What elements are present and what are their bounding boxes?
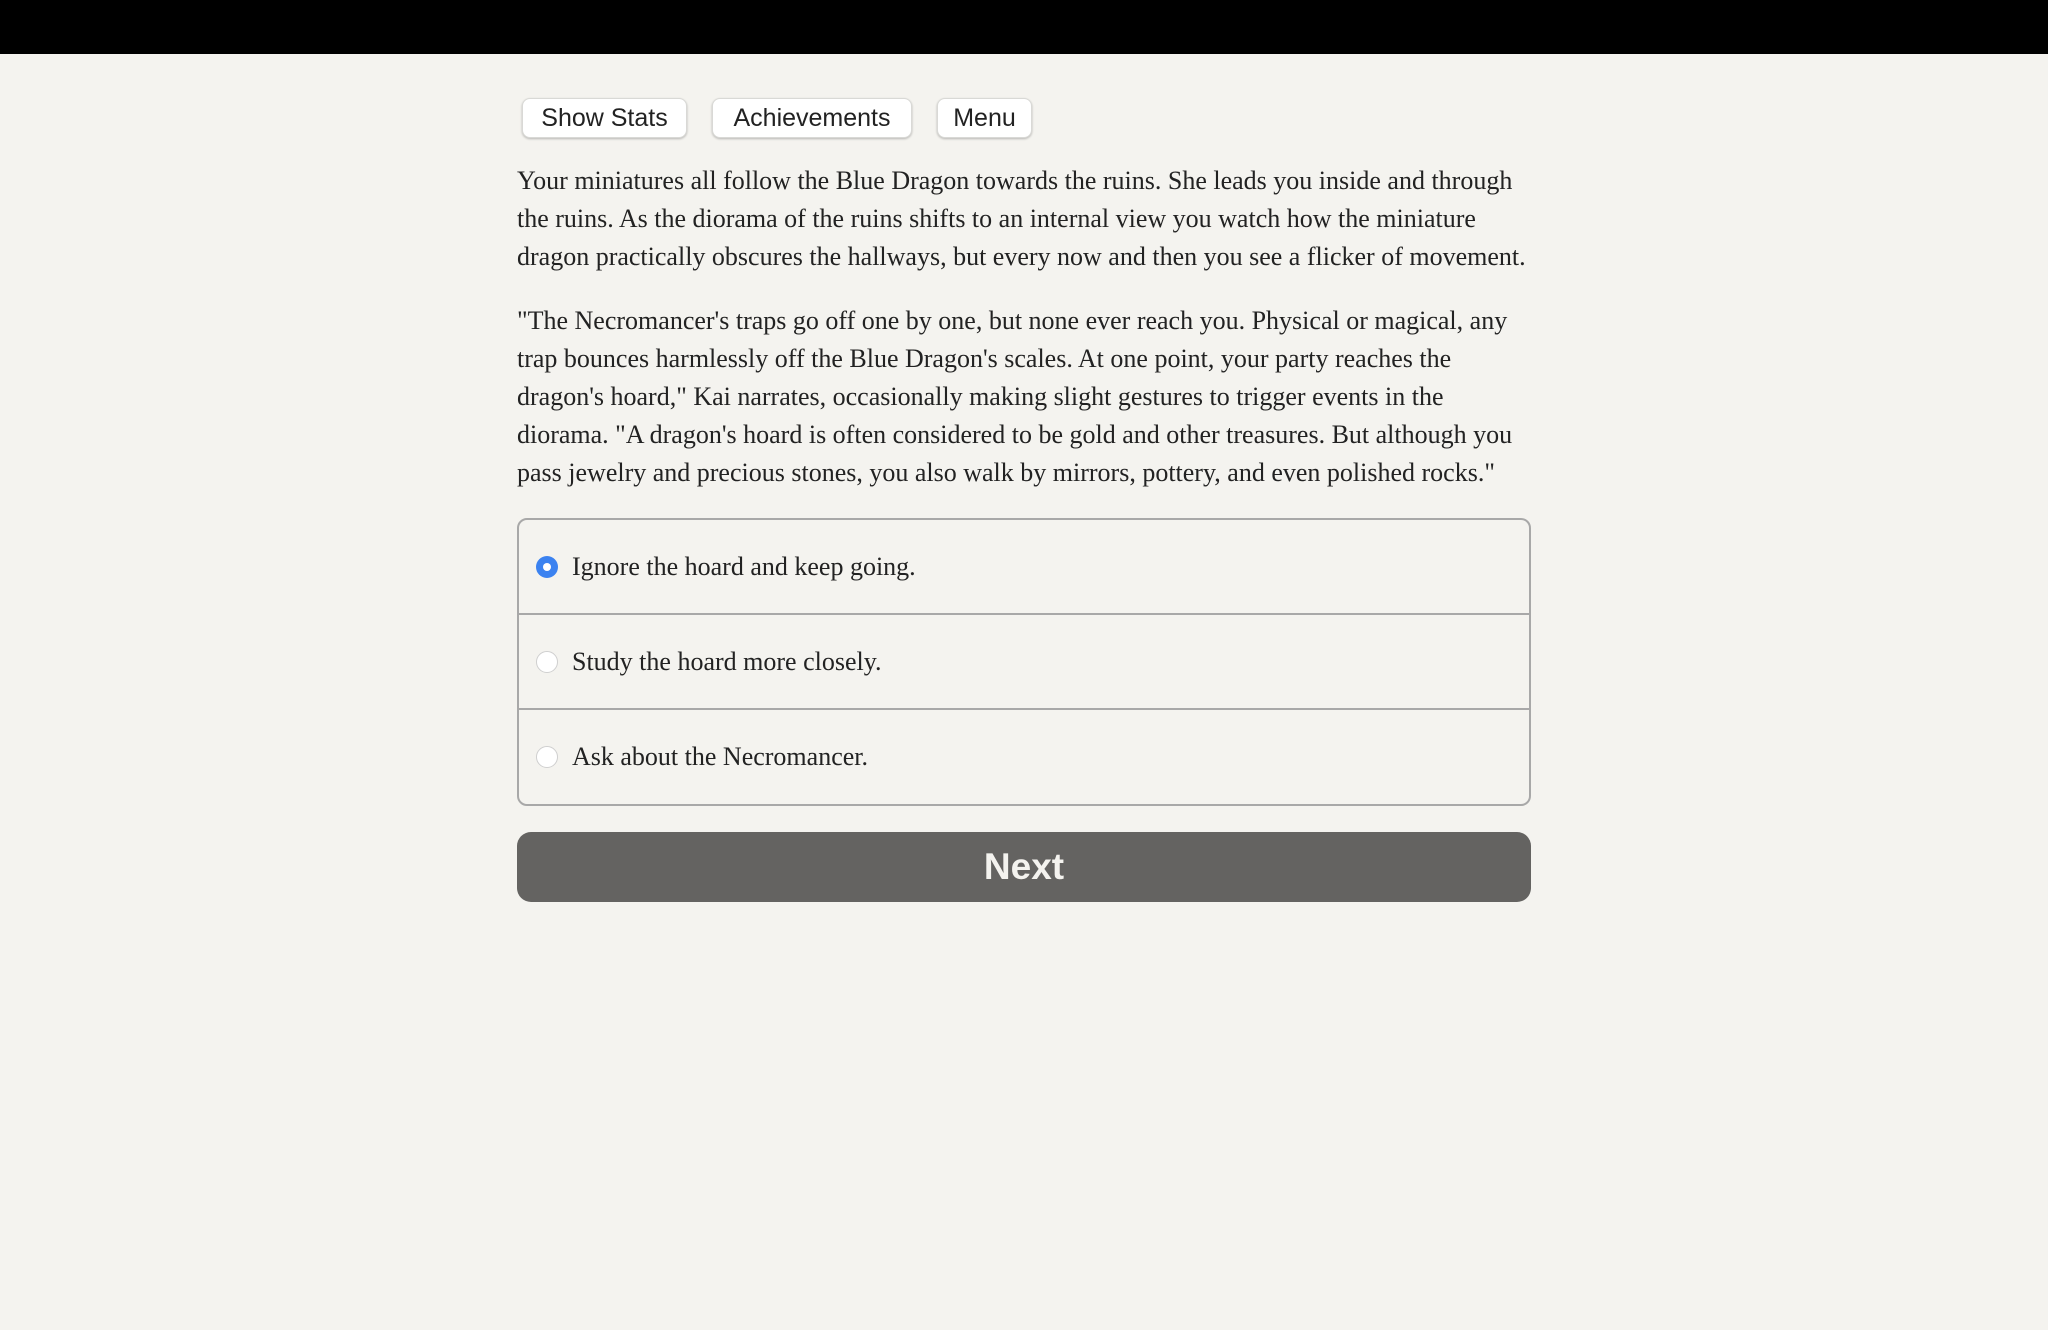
toolbar: [522, 98, 1531, 140]
story-paragraph: Your miniatures all follow the Blue Dragon towards the ruins. She leads you inside and through the ruins. As the diorama of the ruins shifts to an internal view you watch how the miniature dragon practically obscures the hallways, but every now and then you see a flicker of movement.: [517, 166, 1526, 271]
choice-label: Ask about the Necromancer.: [572, 742, 869, 771]
achievements-button[interactable]: Achievements: [712, 98, 912, 138]
story-text: [517, 162, 1531, 492]
choice-option-ask-necromancer[interactable]: [519, 710, 1529, 804]
choice-label: Ignore the hoard and keep going.: [572, 551, 916, 581]
radio-unselected-icon[interactable]: [536, 651, 558, 673]
next-button[interactable]: Next: [517, 832, 1531, 902]
radio-selected-icon[interactable]: [536, 556, 558, 578]
game-container: [517, 98, 1531, 902]
story-paragraph: "The Necromancer's traps go off one by one, but none ever reach you. Physical or magical, any trap bounces harmlessly off the Blue Dragon's scales. At one point, your party reaches the dragon's hoard," Kai narrates, occasionally making slight gestures to trigger events in the diorama. "A dragon's hoard is often considered to be gold and other treasures. But although you pass jewelry and precious stones, you also walk by mirrors, pottery, and even polished rocks.": [517, 306, 1513, 487]
show-stats-button[interactable]: Show Stats: [522, 98, 687, 138]
choice-option-ignore-hoard[interactable]: [519, 520, 1529, 615]
radio-unselected-icon[interactable]: [536, 746, 558, 768]
top-bar: [0, 0, 2048, 54]
choice-list: [517, 518, 1531, 806]
choice-label: Study the hoard more closely.: [572, 646, 882, 676]
menu-button[interactable]: Menu: [937, 98, 1032, 138]
choice-option-study-hoard[interactable]: [519, 615, 1529, 710]
